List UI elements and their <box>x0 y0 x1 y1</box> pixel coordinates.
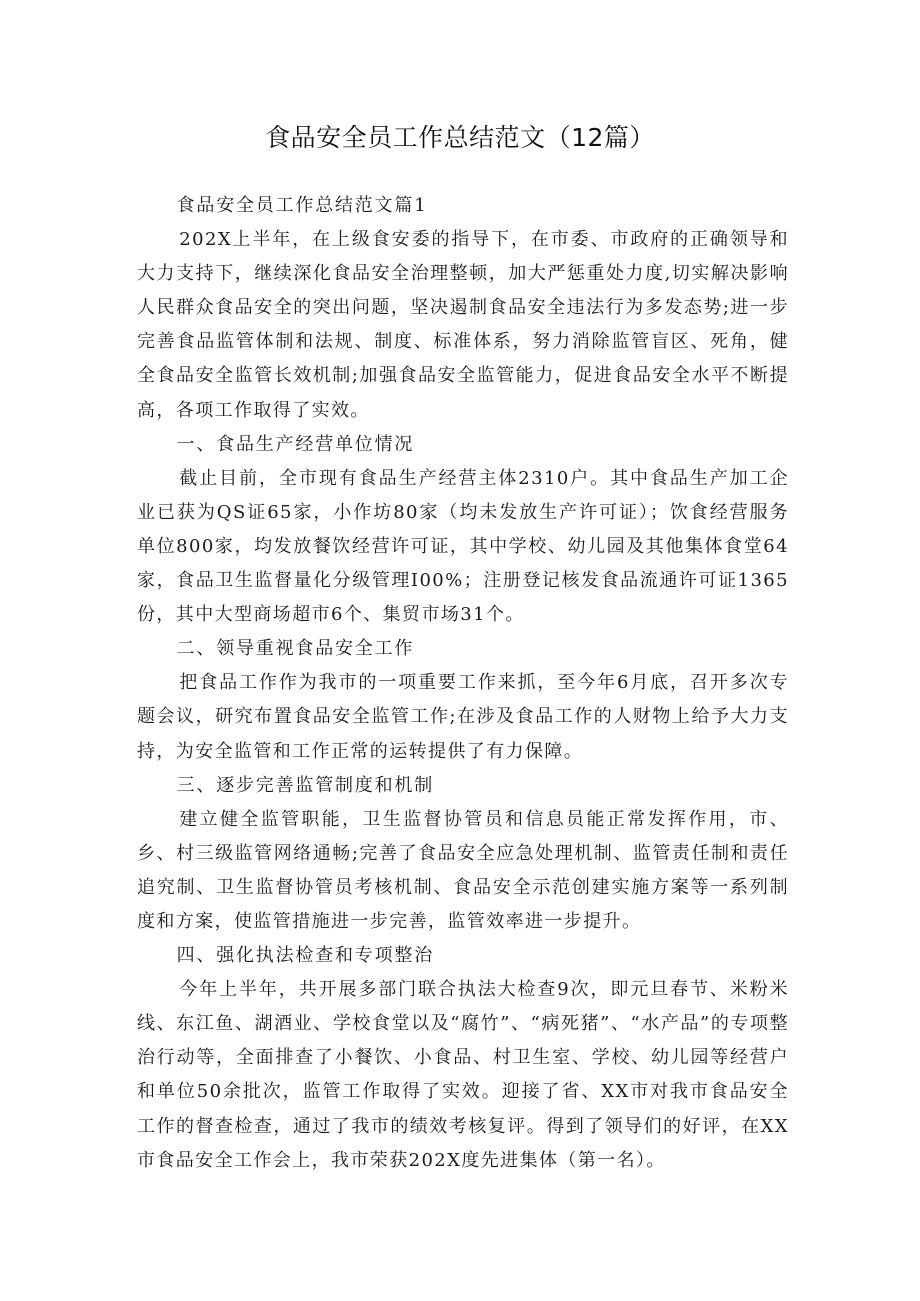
section-heading: 三、逐步完善监管制度和机制 <box>176 774 434 796</box>
section-paragraph: 截止目前，全市现有食品生产经营主体2310户。其中食品生产加工企业已获为QS证65家，小作坊80家（均未发放生产许可证）；饮食经营服务单位800家，均发放餐饮经营许可证，其中学校、幼儿园及其他集体食堂64家，食品卫生监督量化分级管理I00%；注册登记核发食品流通许可证1365份，其中大型商场超市6个、集贸市场31个。 <box>137 467 789 626</box>
section-heading: 四、强化执法检查和专项整治 <box>176 945 434 967</box>
section-heading: 一、食品生产经营单位情况 <box>176 433 415 455</box>
section-heading: 二、领导重视食品安全工作 <box>176 638 415 660</box>
article-subtitle: 食品安全员工作总结范文篇1 <box>176 195 428 216</box>
section-paragraph: 把食品工作作为我市的一项重要工作来抓，至今年6月底，召开多次专题会议，研究布置食品安全监管工作;在涉及食品工作的人财物上给予大力支持，为安全监管和工作正常的运转提供了有力保障。 <box>137 672 789 762</box>
section-paragraph: 今年上半年，共开展多部门联合执法大检查9次，即元旦春节、米粉米线、东江鱼、湖酒业、学校食堂以及“腐竹”、“病死猪”、“水产品”的专项整治行动等，全面排查了小餐饮、小食品、村卫生室、学校、幼儿园等经营户和单位50余批次，监管工作取得了实效。迎接了省、XX市对我市食品安全工作的督查检查，通过了我市的绩效考核复评。得到了领导们的好评，在XX市食品安全工作会上，我市荣获202X度先进集体（第一名）。 <box>137 979 789 1171</box>
section-paragraph: 建立健全监管职能，卫生监督协管员和信息员能正常发挥作用，市、乡、村三级监管网络通畅;完善了食品安全应急处理机制、监管责任制和责任追究制、卫生监督协管员考核机制、食品安全示范创建实施方案等一系列制度和方案，使监管措施进一步完善，监管效率进一步提升。 <box>137 808 789 932</box>
intro-paragraph: 202X上半年，在上级食安委的指导下，在市委、市政府的正确领导和大力支持下，继续深化食品安全治理整顿，加大严惩重处力度,切实解决影响人民群众食品安全的突出问题，坚决遏制食品安全违法行为多发态势;进一步完善食品监管体制和法规、制度、标准体系，努力消除监管盲区、死角，健全食品安全监管长效机制;加强食品安全监管能力，促进食品安全水平不断提高，各项工作取得了实效。 <box>137 229 789 421</box>
document-title: 食品安全员工作总结范文（12篇） <box>265 123 655 152</box>
document-body <box>137 189 789 1178</box>
